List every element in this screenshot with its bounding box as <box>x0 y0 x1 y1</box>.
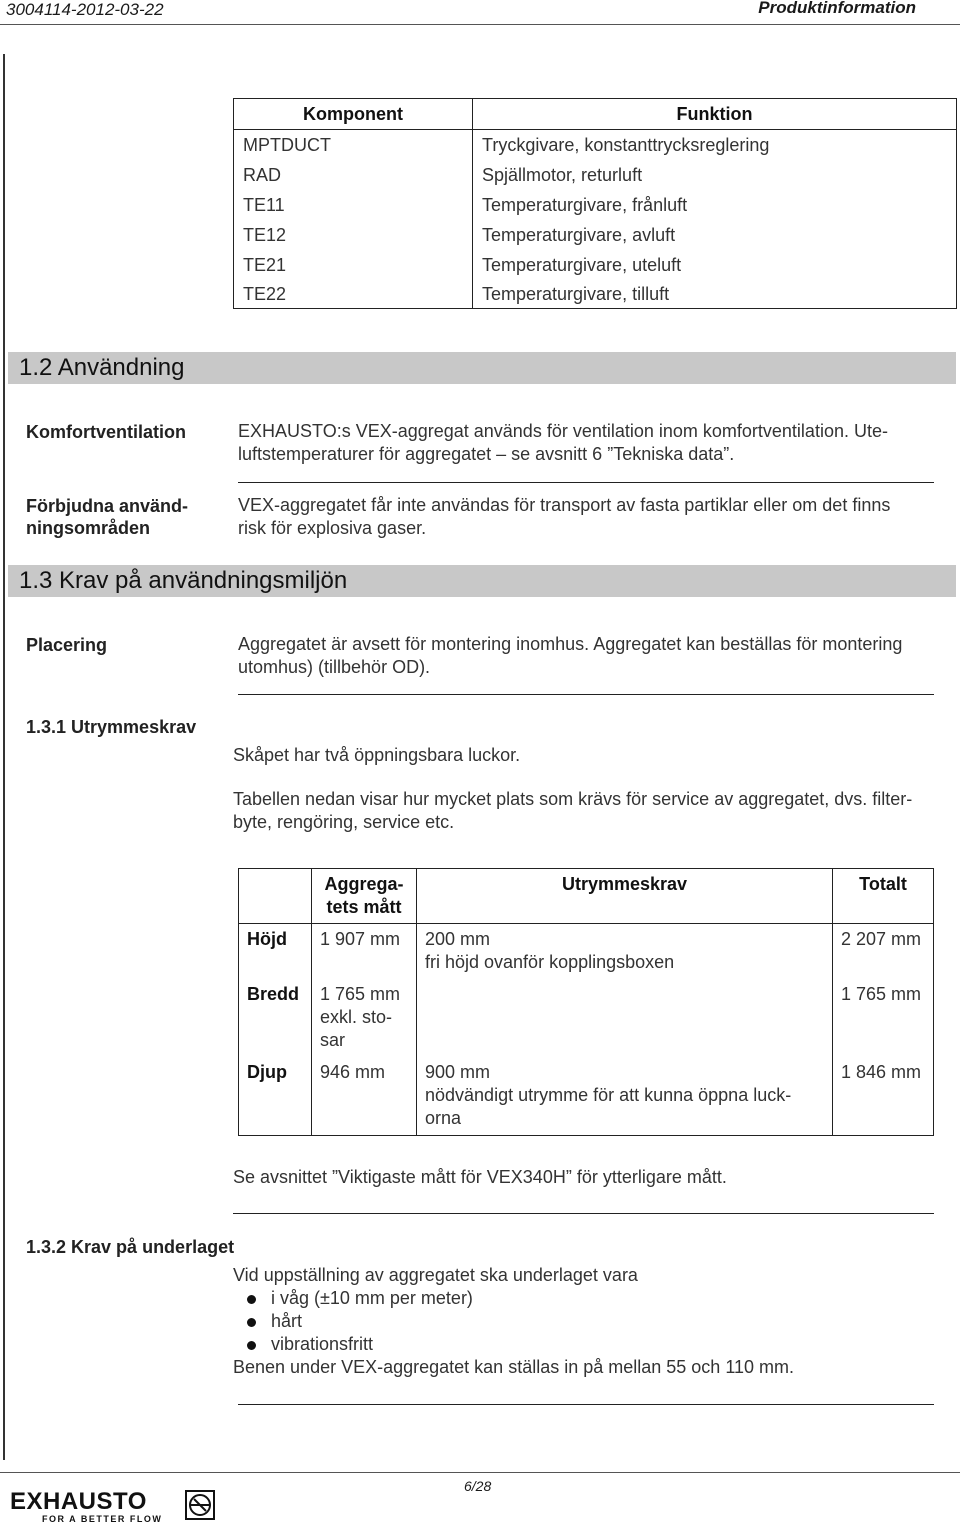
header-line: tets mått <box>326 897 402 917</box>
surface-outro: Benen under VEX-aggregatet kan ställas in på mellan 55 och 110 mm. <box>233 1357 795 1377</box>
components-table <box>233 98 957 309</box>
function-cell: Tryckgivare, konstanttrycksreglering <box>473 130 957 161</box>
column-header-function: Funktion <box>473 99 957 130</box>
placement-text-line: Aggregatet är avsett för montering inomhus. Aggregatet kan beställas för montering <box>238 634 903 654</box>
divider <box>238 694 934 695</box>
cell-line: 1 907 mm <box>320 929 401 949</box>
divider <box>238 1404 934 1405</box>
component-cell: MPTDUCT <box>234 130 473 161</box>
space-requirements-table <box>238 868 934 1136</box>
function-cell: Temperaturgivare, avluft <box>473 220 957 250</box>
comfort-text-line: EXHAUSTO:s VEX-aggregat används för ventilation inom komfortventilation. Ute- <box>238 421 888 441</box>
document-id: 3004114-2012-03-22 <box>6 0 164 19</box>
subsection-heading-surface: 1.3.2 Krav på underlaget <box>26 1237 235 1257</box>
fan-icon <box>185 1490 215 1520</box>
table-row <box>234 160 957 190</box>
table-row <box>234 130 957 161</box>
placement-text-line: utomhus) (tillbehör OD). <box>238 657 431 677</box>
header-line: Aggrega- <box>324 874 404 894</box>
space-paragraph-line: byte, rengöring, service etc. <box>233 812 455 832</box>
space-cell <box>417 924 833 980</box>
component-cell: RAD <box>234 160 473 190</box>
component-cell: TE22 <box>234 280 473 309</box>
comfort-text-line: luftstemperaturer för aggregatet – se avsnitt 6 ”Tekniska data”. <box>238 444 735 464</box>
table-header-row <box>234 99 957 130</box>
column-header-total: Totalt <box>833 869 934 924</box>
row-label: Djup <box>239 1057 312 1136</box>
header-divider <box>0 24 960 25</box>
forbidden-text-line: risk för explosiva gaser. <box>238 518 427 538</box>
cell-line: nödvändigt utrymme för att kunna öppna luck- <box>425 1085 792 1105</box>
total-cell: 1 765 mm <box>833 979 934 1057</box>
cell-line: sar <box>320 1030 346 1050</box>
surface-intro: Vid uppställning av aggregatet ska underlaget vara <box>233 1265 638 1285</box>
surface-text <box>233 1264 794 1379</box>
row-label: Bredd <box>239 979 312 1057</box>
row-label: Höjd <box>239 924 312 980</box>
comfort-label: Komfortventilation <box>26 422 186 442</box>
dimension-cell <box>312 1057 417 1136</box>
list-item: i våg (±10 mm per meter) <box>233 1287 794 1310</box>
table-row <box>234 280 957 309</box>
forbidden-label-line: Förbjudna använd- <box>26 496 188 516</box>
dimension-cell <box>312 979 417 1057</box>
section-heading-usage: 1.2 Användning <box>8 352 956 384</box>
total-cell: 1 846 mm <box>833 1057 934 1136</box>
component-cell: TE21 <box>234 250 473 280</box>
component-cell: TE12 <box>234 220 473 250</box>
function-cell: Temperaturgivare, tilluft <box>473 280 957 309</box>
table-row <box>234 250 957 280</box>
forbidden-label-line: ningsområden <box>26 518 151 538</box>
cell-line: orna <box>425 1108 462 1128</box>
page-number: 6/28 <box>464 1478 492 1494</box>
table-row <box>239 979 934 1057</box>
column-header-dimensions <box>312 869 417 924</box>
table-row <box>239 1057 934 1136</box>
space-paragraph-line: Tabellen nedan visar hur mycket plats som krävs för service av aggregatet, dvs. filter- <box>233 789 913 809</box>
space-cell <box>417 1057 833 1136</box>
forbidden-label <box>26 495 188 539</box>
table-row <box>239 924 934 980</box>
forbidden-text-line: VEX-aggregatet får inte användas för transport av fasta partiklar eller om det finns <box>238 495 891 515</box>
table-row <box>234 190 957 220</box>
space-cell <box>417 979 833 1057</box>
comfort-text <box>238 420 888 466</box>
placement-label: Placering <box>26 635 108 655</box>
document-title: Produktinformation <box>758 0 916 17</box>
logo-tagline: FOR A BETTER FLOW <box>42 1514 163 1524</box>
logo-wordmark: EXHAUSTO <box>10 1488 147 1515</box>
list-item: vibrationsfritt <box>233 1333 794 1356</box>
space-paragraph-1: Skåpet har två öppningsbara luckor. <box>233 745 521 765</box>
component-cell: TE11 <box>234 190 473 220</box>
cell-line: 946 mm <box>320 1062 386 1082</box>
list-item: hårt <box>233 1310 794 1333</box>
cell-line: 900 mm <box>425 1062 491 1082</box>
function-cell: Spjällmotor, returluft <box>473 160 957 190</box>
total-cell: 2 207 mm <box>833 924 934 980</box>
divider <box>233 1213 934 1214</box>
cell-line: 200 mm <box>425 929 491 949</box>
forbidden-text <box>238 494 890 540</box>
divider <box>238 482 934 483</box>
table-row <box>234 220 957 250</box>
column-header-component: Komponent <box>234 99 473 130</box>
placement-text <box>238 633 902 679</box>
space-paragraph-2 <box>233 788 912 834</box>
space-note: Se avsnittet ”Viktigaste mått för VEX340H” för ytterligare mått. <box>233 1167 727 1187</box>
function-cell: Temperaturgivare, uteluft <box>473 250 957 280</box>
section-heading-environment: 1.3 Krav på användningsmiljön <box>8 565 956 597</box>
table-header-row <box>239 869 934 924</box>
cell-line: fri höjd ovanför kopplingsboxen <box>425 952 675 972</box>
cell-line: exkl. sto- <box>320 1007 393 1027</box>
exhausto-logo <box>10 1490 220 1522</box>
margin-bar <box>3 54 5 1460</box>
function-cell: Temperaturgivare, frånluft <box>473 190 957 220</box>
subsection-heading-space: 1.3.1 Utrymmeskrav <box>26 717 197 737</box>
column-header-blank <box>239 869 312 924</box>
dimension-cell <box>312 924 417 980</box>
footer-divider <box>0 1472 960 1473</box>
cell-line: 1 765 mm <box>320 984 401 1004</box>
column-header-space: Utrymmeskrav <box>417 869 833 924</box>
